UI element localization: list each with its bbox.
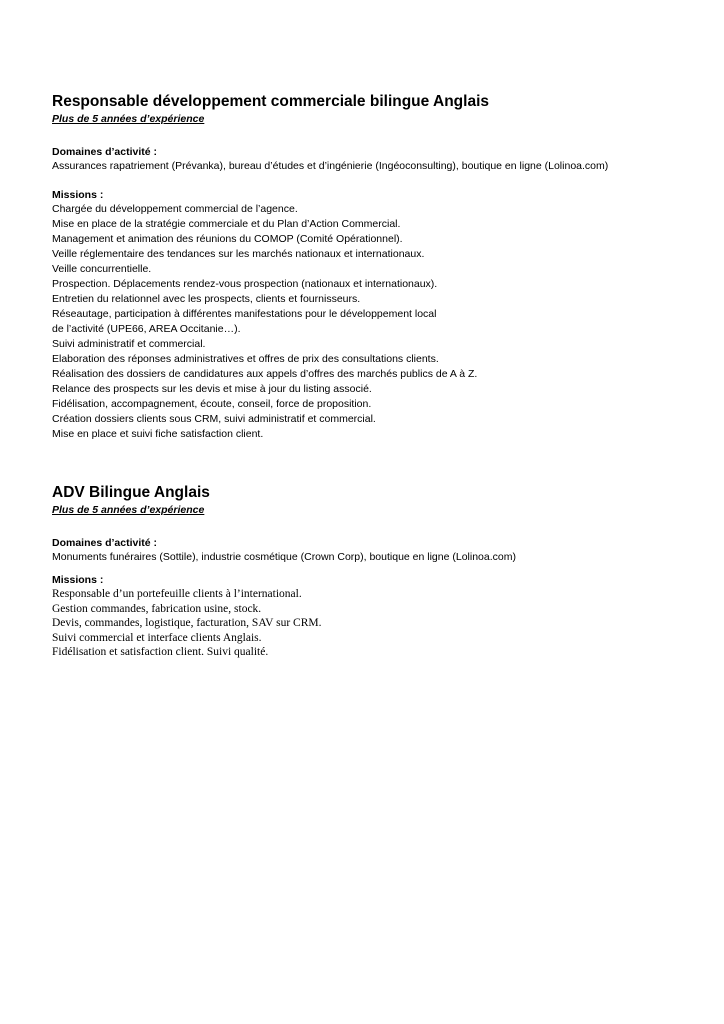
job-title: ADV Bilingue Anglais xyxy=(52,484,210,501)
missions-label: Missions : xyxy=(52,574,104,586)
mission-item: Suivi commercial et interface clients Anglais. xyxy=(52,631,262,644)
mission-item: Veille concurrentielle. xyxy=(52,263,152,275)
mission-item: Mise en place de la stratégie commerciale et du Plan d’Action Commercial. xyxy=(52,218,401,230)
mission-item: Création dossiers clients sous CRM, suivi administratif et commercial. xyxy=(52,413,376,425)
experience-duration: Plus de 5 années d’expérience xyxy=(52,504,205,516)
domains-label: Domaines d’activité : xyxy=(52,146,158,158)
experience-section-2 xyxy=(52,483,692,660)
experience-duration: Plus de 5 années d’expérience xyxy=(52,113,205,125)
domains-text: Monuments funéraires (Sottile), industrie cosmétique (Crown Corp), boutique en ligne (Lolinoa.com) xyxy=(52,551,516,563)
mission-item: Fidélisation, accompagnement, écoute, conseil, force de proposition. xyxy=(52,398,372,410)
mission-item: Entretien du relationnel avec les prospects, clients et fournisseurs. xyxy=(52,293,361,305)
mission-item: Prospection. Déplacements rendez-vous prospection (nationaux et internationaux). xyxy=(52,278,438,290)
domains-label: Domaines d’activité : xyxy=(52,537,158,549)
mission-item: Management et animation des réunions du COMOP (Comité Opérationnel). xyxy=(52,233,403,245)
missions-list xyxy=(52,202,692,442)
experience-section-1 xyxy=(52,92,692,442)
mission-item: Devis, commandes, logistique, facturation, SAV sur CRM. xyxy=(52,617,322,629)
domains-text: Assurances rapatriement (Prévanka), bureau d’études et d’ingénierie (Ingéoconsulting), boutique en ligne (Lolinoa.com) xyxy=(52,160,609,172)
missions-label: Missions : xyxy=(52,189,104,201)
mission-item: Chargée du développement commercial de l’agence. xyxy=(52,203,298,215)
job-title: Responsable développement commerciale bilingue Anglais xyxy=(52,93,489,110)
missions-list xyxy=(52,587,692,660)
mission-item: Elaboration des réponses administratives et offres de prix des consultations clients. xyxy=(52,353,439,365)
mission-item: Veille réglementaire des tendances sur les marchés nationaux et internationaux. xyxy=(52,248,425,260)
mission-item: Suivi administratif et commercial. xyxy=(52,338,206,350)
mission-item: Réseautage, participation à différentes manifestations pour le développement local xyxy=(52,308,437,320)
mission-item: Gestion commandes, fabrication usine, stock. xyxy=(52,602,262,615)
mission-item: Relance des prospects sur les devis et mise à jour du listing associé. xyxy=(52,383,372,395)
mission-item: de l’activité (UPE66, AREA Occitanie…). xyxy=(52,323,241,335)
mission-item: Réalisation des dossiers de candidatures aux appels d’offres des marchés publics de A à Z. xyxy=(52,368,478,380)
mission-item: Fidélisation et satisfaction client. Suivi qualité. xyxy=(52,646,269,658)
mission-item: Mise en place et suivi fiche satisfaction client. xyxy=(52,428,264,440)
mission-item: Responsable d’un portefeuille clients à l’international. xyxy=(52,588,302,600)
